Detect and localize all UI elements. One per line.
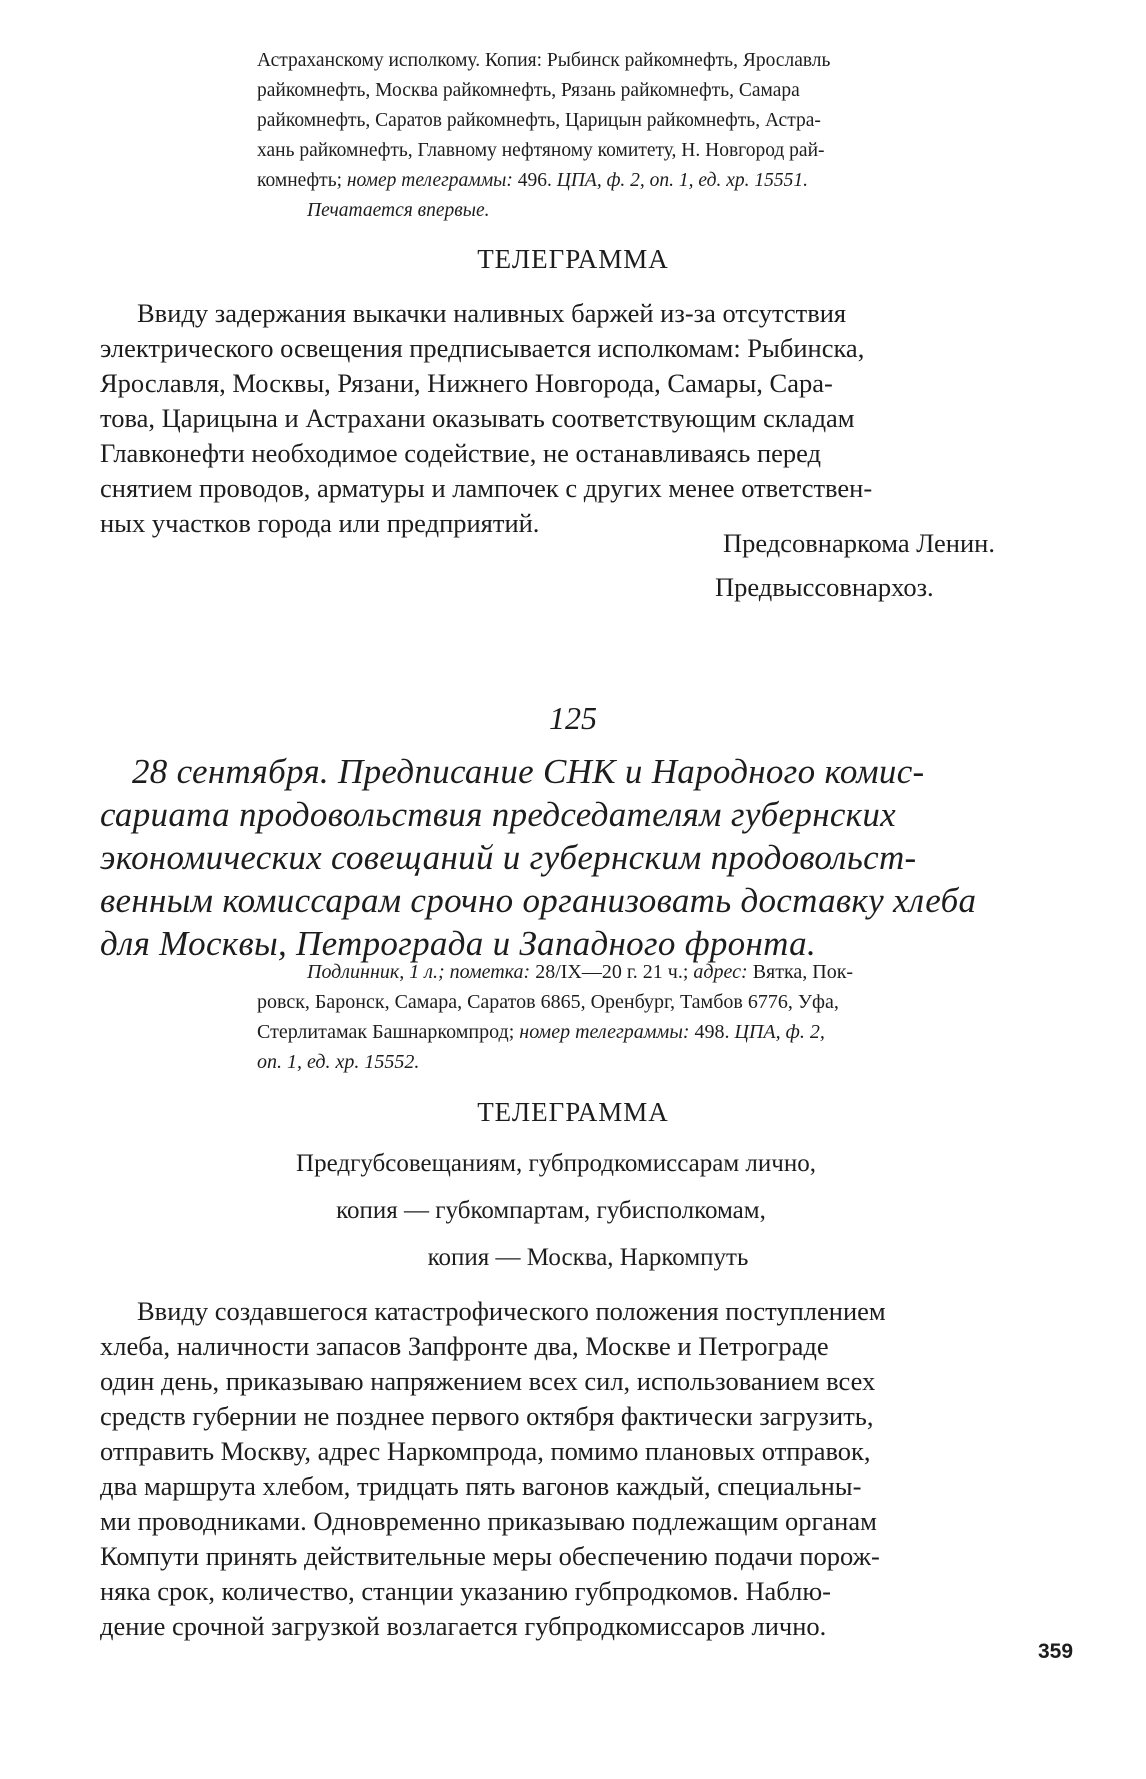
- note-line: хань райкомнефть, Главному нефтяному комитету, Н. Новгород рай-: [257, 140, 825, 161]
- body-line: хлеба, наличности запасов Запфронте два, Москве и Петрограде: [100, 1331, 829, 1361]
- body-line: Главконефти необходимое содействие, не останавливаясь перед: [100, 438, 822, 468]
- archive-reference: ЦПА, ф. 2, оп. 1, ед. хр. 15551.: [556, 170, 808, 191]
- meta-line: ровск, Баронск, Самара, Саратов 6865, Оренбург, Тамбов 6776, Уфа,: [257, 991, 839, 1013]
- archive-reference: ЦПА, ф. 2,: [734, 1021, 825, 1043]
- body-line: Компути принять действительные меры обеспечению подачи порож-: [100, 1541, 880, 1571]
- addressee-line: копия — Москва, Наркомпуть: [427, 1244, 749, 1271]
- meta-line: [257, 1021, 825, 1044]
- title-line: венным комиссарам срочно организовать доставку хлеба: [100, 881, 977, 920]
- telegram-number-label: номер телеграммы:: [519, 1021, 690, 1043]
- note-line-last: [257, 166, 808, 196]
- body-line: няка срок, количество, станции указанию губпродкомов. Наблю-: [100, 1576, 831, 1606]
- telegram-number: 498.: [689, 1021, 735, 1043]
- telegram-heading: ТЕЛЕГРАММА: [477, 244, 669, 274]
- title-line: для Москвы, Петрограда и Западного фронта.: [100, 924, 817, 963]
- address-label: адрес:: [693, 961, 748, 983]
- body-line: Ярославля, Москвы, Рязани, Нижнего Новгорода, Самары, Сара-: [100, 368, 833, 398]
- title-line: экономических совещаний и губернским продовольст-: [100, 838, 917, 877]
- original-label: Подлинник, 1 л.; пометка:: [307, 961, 531, 983]
- note-line: райкомнефть, Москва райкомнефть, Рязань райкомнефть, Самара: [257, 80, 800, 101]
- body-line: два маршрута хлебом, тридцать пять вагонов каждый, специальны-: [100, 1471, 862, 1501]
- body-line: Ввиду задержания выкачки наливных баржей из-за отсутствия: [137, 298, 847, 328]
- original-value: 28/IX—20 г. 21 ч.;: [530, 961, 694, 983]
- note-text: комнефть;: [257, 170, 347, 191]
- body-line: ных участков города или предприятий.: [100, 508, 540, 538]
- body-line: отправить Москву, адрес Наркомпрода, помимо плановых отправок,: [100, 1436, 871, 1466]
- signature-vsnkh: Предвыссовнархоз.: [715, 572, 934, 602]
- telegram-number-label: номер телеграммы:: [346, 170, 513, 191]
- telegram-heading: ТЕЛЕГРАММА: [477, 1097, 669, 1127]
- meta-line: [307, 961, 853, 984]
- body-line: това, Царицына и Астрахани оказывать соответствующим складам: [100, 403, 855, 433]
- body-line: дение срочной загрузкой возлагается губпродкомиссаров лично.: [100, 1611, 827, 1641]
- addressee-line: копия — губкомпартам, губисполкомам,: [336, 1197, 766, 1224]
- body-line: электрического освещения предписывается исполкомам: Рыбинска,: [100, 333, 865, 363]
- title-line: 28 сентября. Предписание СНК и Народного комис-: [132, 752, 925, 791]
- meta-text: Стерлитамак Башнаркомпрод;: [257, 1021, 520, 1043]
- body-line: снятием проводов, арматуры и лампочек с других менее ответствен-: [100, 473, 873, 503]
- telegram-number: 496.: [512, 170, 557, 191]
- body-line: Ввиду создавшегося катастрофического положения поступлением: [137, 1296, 886, 1326]
- body-line: средств губернии не позднее первого октября фактически загрузить,: [100, 1401, 874, 1431]
- document-number: 125: [549, 700, 597, 736]
- archive-reference: оп. 1, ед. хр. 15552.: [257, 1051, 420, 1073]
- address-value: Вятка, Пок-: [747, 961, 854, 983]
- page-number: 359: [1038, 1640, 1074, 1663]
- note-line: Астраханскому исполкому. Копия: Рыбинск райкомнефть, Ярославль: [257, 50, 831, 71]
- title-line: сариата продовольствия председателям губернских: [100, 795, 896, 834]
- note-line: райкомнефть, Саратов райкомнефть, Царицын райкомнефть, Астра-: [257, 110, 821, 131]
- first-print-note: Печатается впервые.: [307, 200, 490, 221]
- addressee-line: Предгубсовещаниям, губпродкомиссарам лично,: [296, 1150, 816, 1177]
- body-line: ми проводниками. Одновременно приказываю подлежащим органам: [100, 1506, 877, 1536]
- signature-lenin: Предсовнаркома Ленин.: [723, 528, 995, 558]
- body-line: один день, приказываю напряжением всех сил, использованием всех: [100, 1366, 876, 1396]
